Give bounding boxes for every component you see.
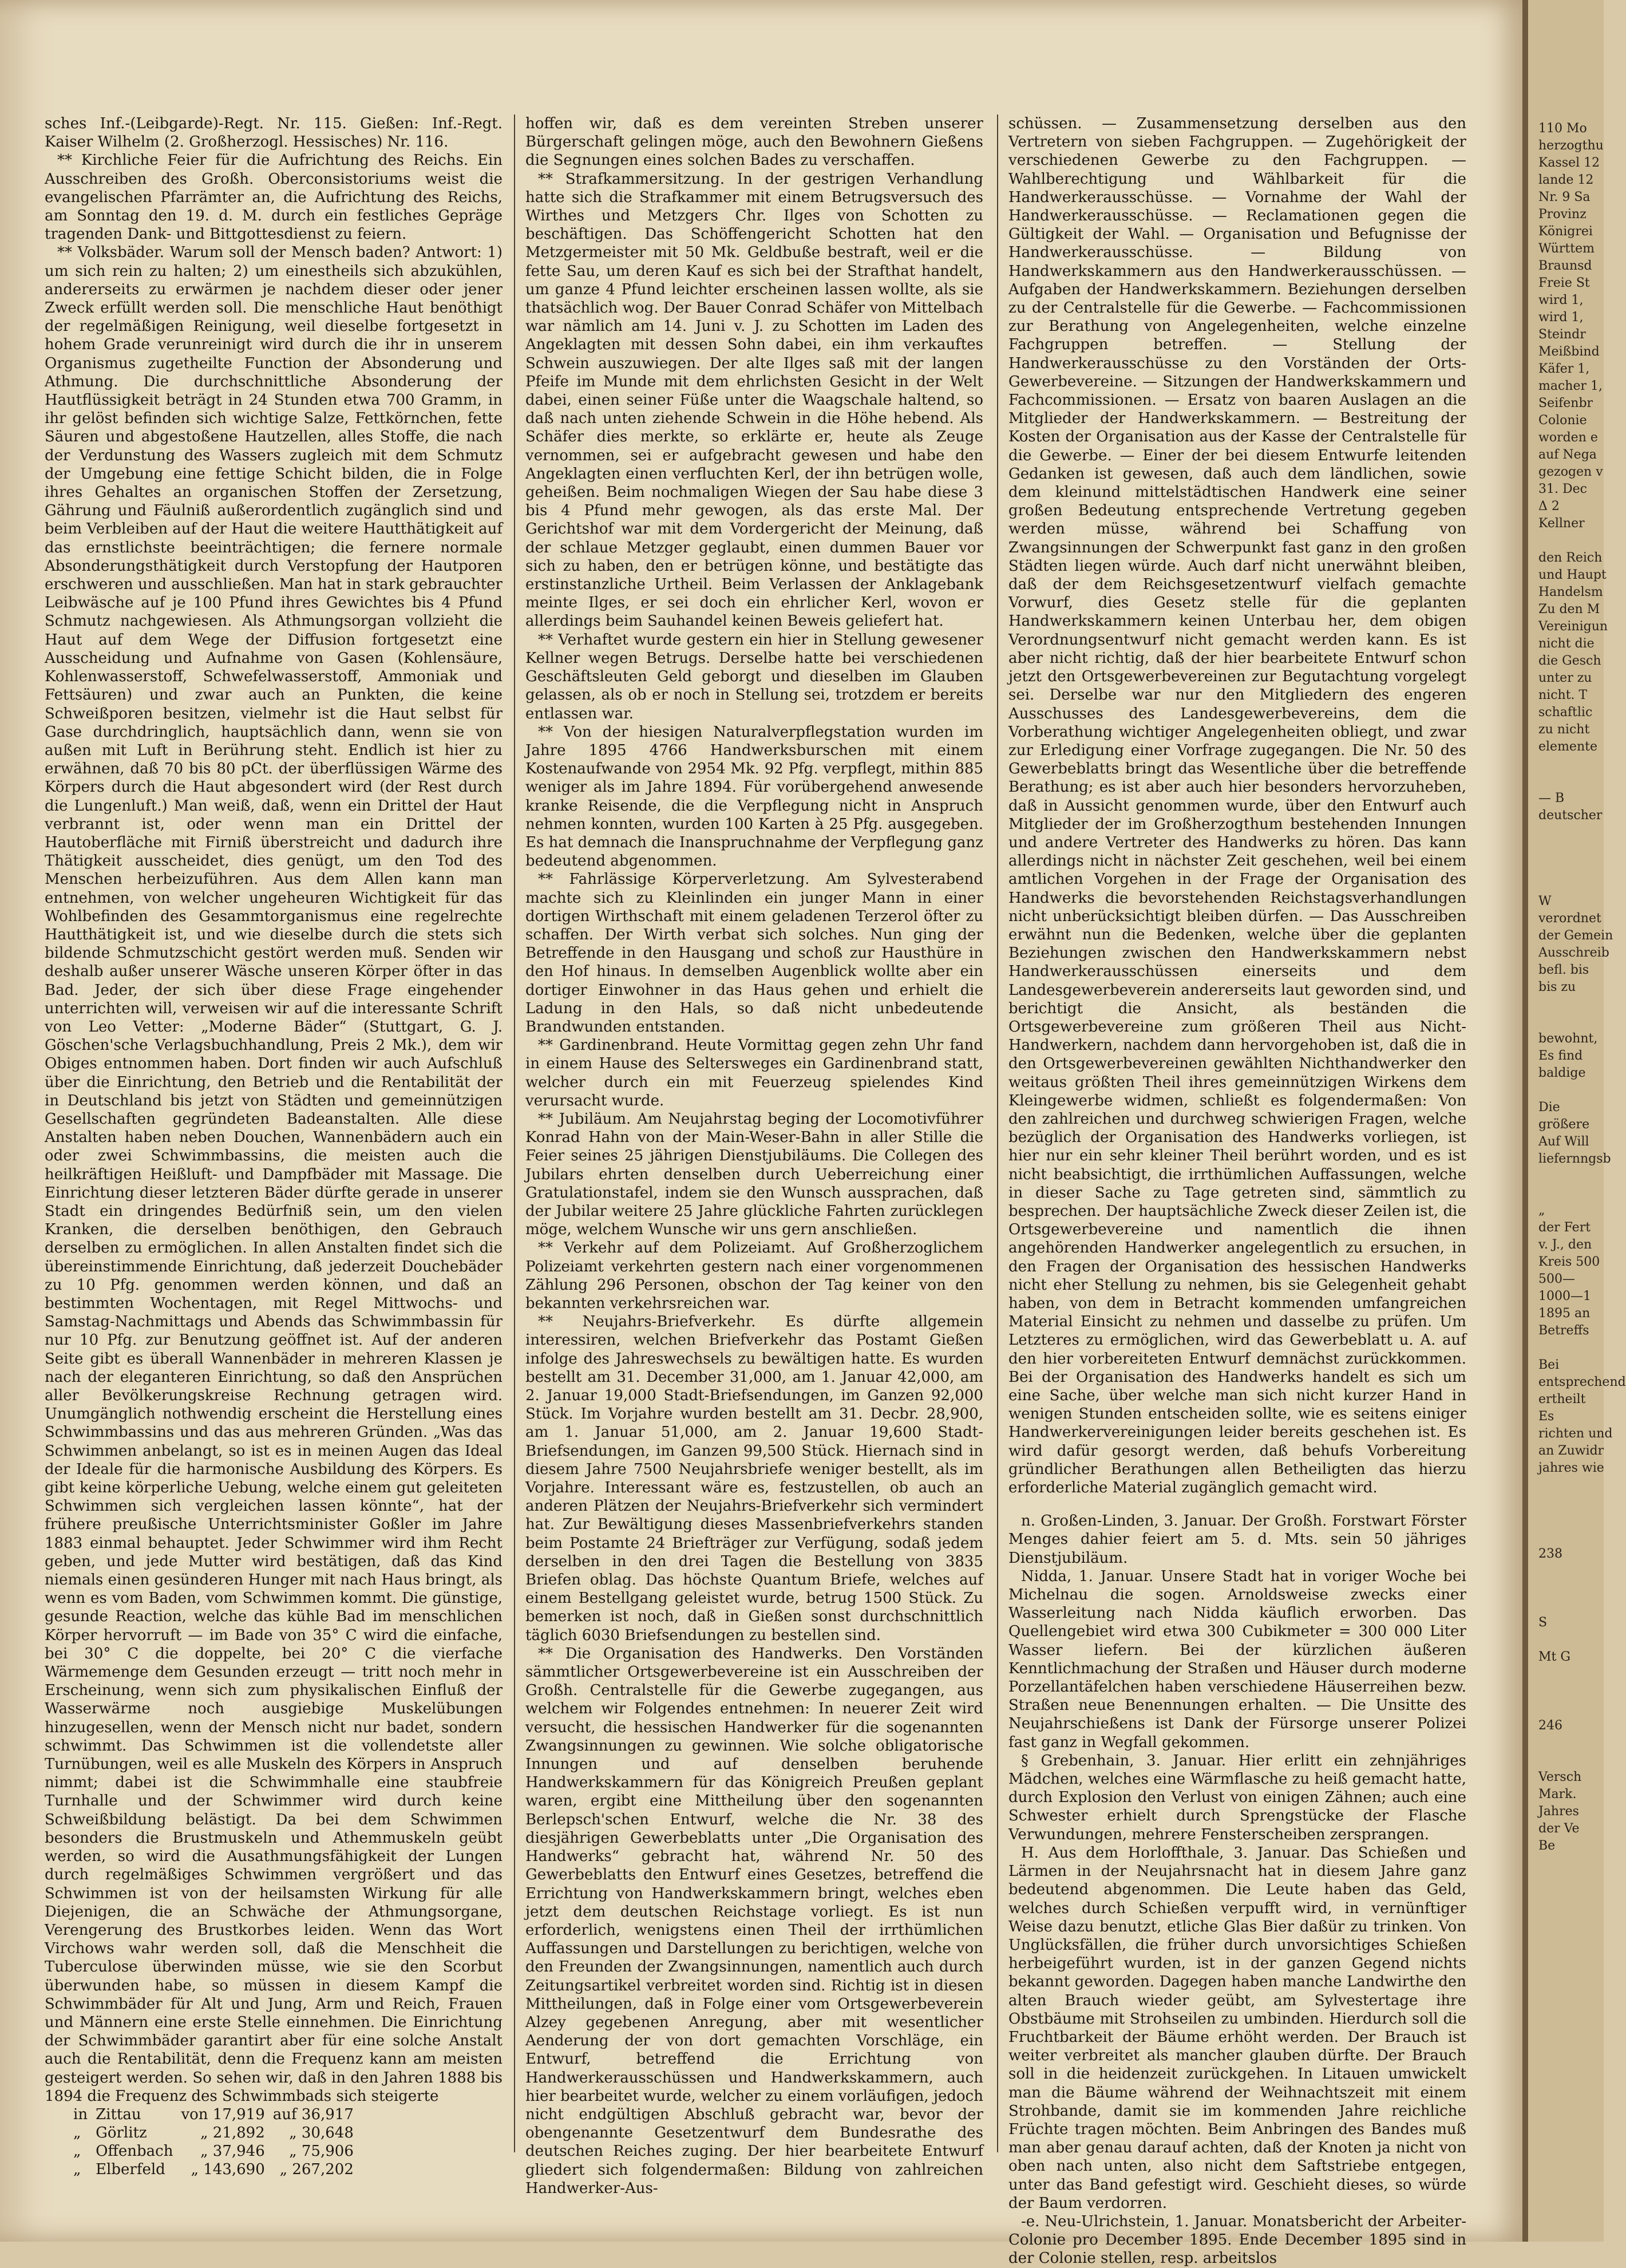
edge-text-line: Colonie: [1538, 413, 1587, 428]
edge-text-line: Vereinigun: [1538, 619, 1608, 634]
article-criminal-chamber: ** Strafkammersitzung. In der gestrigen Verhandlung hatte sich die Strafkammer mit einem Betrugsversuch des Wirthes und Metzgers Chr. Ilges von Schotten zu beschäftigen. Das Schöffengericht Schotten hat den Metzgermeister mit 50 Mk. Geldbuße bestraft, weil er die fette Sau, um deren Kauf es sich bei der Strafthat handelt, um ganze 4 Pfund leichter erscheinen lassen wollte, als sie thatsächlich wog. Der Bauer Conrad Schäfer von Mittelbach war nämlich am 14. Juni v. J. zu Schotten im Laden des Angeklagten mit dessen Sohn dabei, ein ihm verkauftes Schwein auszuwiegen. Der alte Ilges saß mit der langen Pfeife im Munde mit dem ehrlichsten Gesicht in der Welt dabei, einen seiner Füße unter die Waagschale haltend, so daß nach unten ziehende Schwein in die Höhe hebend. Als Schäfer dies merkte, so erklärte er, heute als Zeuge vernommen, sei er aufgebracht gewesen und habe den Angeklagten einen verfluchten Kerl, der ihn betrügen wolle, geheißen. Beim nochmaligen Wiegen der Sau habe diese 3 bis 4 Pfund mehr gewogen, als das erste Mal. Der Gerichtshof war mit dem Vordergericht der Meinung, daß der schlaue Metzger geglaubt, einen dummen Bauer vor sich zu haben, den er betrügen könne, und bestätigte das erstinstanzliche Urtheil. Beim Verlassen der Anklagebank meinte Ilges, er sei doch ein ehrlicher Kerl, wovon er allerdings beim Sauhandel keinen Beweis geliefert hat.: [525, 170, 983, 630]
edge-text-line: zu nicht: [1538, 722, 1590, 737]
edge-text-line: [1528, 1563, 1604, 1580]
column-divider: [997, 114, 998, 2152]
regiment-listing: sches Inf.-(Leibgarde)-Regt. Nr. 115. Gießen: Inf.-Regt. Kaiser Wilhelm (2. Großherzogl. Hessisches) Nr. 116.: [45, 115, 503, 151]
edge-text-line: v. J., den: [1538, 1238, 1592, 1252]
edge-text-line: Auf Will: [1538, 1135, 1589, 1149]
edge-text-line: [1528, 756, 1604, 773]
article-church-celebration: ** Kirchliche Feier für die Aufrichtung des Reichs. Ein Ausschreiben des Großh. Oberconsistoriums weist die evangelischen Pfarrämter an, die Aufrichtung des Reichs, am Sonntag den 19. d. M. durch ein festliches Gepräge tragenden Dank- und Bittgottesdienst zu feiern.: [45, 152, 503, 243]
edge-text-line: macher 1,: [1538, 379, 1603, 393]
edge-text-line: [1528, 1700, 1604, 1717]
edge-text-line: verordnet: [1538, 911, 1601, 926]
edge-text-line: gezogen v: [1538, 465, 1603, 479]
edge-text-line: befl. bis: [1538, 963, 1589, 977]
edge-text-line: Kreis 500: [1538, 1255, 1600, 1269]
edge-text-line: [1528, 1631, 1604, 1649]
edge-text-line: der Gemein: [1538, 928, 1613, 943]
edge-text-line: Es: [1538, 1409, 1554, 1424]
edge-text-line: Käfer 1,: [1538, 362, 1590, 376]
edge-text-line: Nr. 9 Sa: [1538, 190, 1591, 204]
edge-text-line: W: [1538, 894, 1552, 908]
edge-text-line: Be: [1538, 1839, 1556, 1853]
article-public-baths: ** Volksbäder. Warum soll der Mensch baden? Antwort: 1) um sich rein zu halten; 2) um einestheils sich abzukühlen, andererseits zu erwärmen je nachdem dieser oder jener Zweck erfüllt werden soll. Die menschliche Haut benöthigt der regelmäßigen Reinigung, weil dieselbe fortgesetzt in hohem Grade verunreinigt wird durch die ihr in unserem Organismus zugetheilte Function der Absonderung und Athmung. Die durchschnittliche Absonderung der Hautflüssigkeit beträgt in 24 Stunden etwa 700 Gramm, in ihr gelöst befinden sich wichtige Salze, Fettkörnchen, fette Säuren und abgestoßene Hautzellen, alles Stoffe, die nach der Verdunstung des Wassers zugleich mit dem Schmutz der Umgebung eine fettige Schicht bilden, die in Folge ihres Gehaltes an organischen Stoffen der Zersetzung, Gährung und Fäulniß außerordentlich zugänglich sind und beim Verbleiben auf der Haut die weitere Hautthätigkeit auf das ernstlichste beeinträchtigen; die fernere normale Absonderungsthätigkeit durch Verstopfung der Hautporen erschweren und ausschließen. Man hat in stark gebrauchter Leibwäsche auf je 100 Pfund ihres Gewichtes bis 4 Pfund Schmutz nachgewiesen. Als Athmungsorgan vollzieht die Haut auf dem Wege der Diffusion fortgesetzt eine Ausscheidung und Aufnahme von Gasen (Kohlensäure, Kohlenwasserstoff, Schwefelwasserstoff, Ammoniak und Fettsäuren) und zwar auch an Punkten, die keine Schweißporen besitzen, vielmehr ist die Haut selbst für Gase durchdringlich, hauptsächlich dann, wenn sie von außen mit Luft in Berührung steht. Endlich ist hier zu erwähnen, daß 70 bis 80 pCt. der überflüssigen Wärme des Körpers durch die Haut abgesondert wird (der Rest durch die Lungenluft.) Man weiß, daß, wenn ein Drittel der Haut verbrannt ist, oder wenn man ein Drittel der Hautoberfläche mit Firniß überstreicht und dadurch ihre Thätigkeit ausscheidet, dies genügt, um den Tod des Menschen herbeizuführen. Aus dem Allen kann man entnehmen, von welcher ungeheuren Wichtigkeit für das Wohlbefinden des Gesammtorganismus eine regelrechte Hautthätigkeit ist, und wie dieselbe durch die stets sich bildende Schmutzschicht gestört werden muß. Senden wir deshalb außer unserer Wäsche unseren Körper öfter in das Bad. Jeder, der sich über diese Frage eingehender unterrichten will, verweisen wir auf die interessante Schrift von Leo Vetter: „Moderne Bäder“ (Stuttgart, G. J. Göschen'sche Verlagsbuchhandlung, Preis 2 Mk.), dem wir Obiges entnommen haben. Dort finden wir auch Aufschluß über die Einrichtung, den Betrieb und die Rentabilität der in Deutschland bis jetzt von Städten und gemeinnützigen Gesellschaften gegründeten Badeanstalten. Alle diese Anstalten haben neben Douchen, Wannenbädern auch ein oder zwei Schwimmbassins, die meisten auch die heilkräftigen Heißluft- und Dampfbäder mit Massage. Die Einrichtung dieser letzteren Bäder dürfte gerade in unserer Stadt ein dringendes Bedürfniß sein, um den vielen Kranken, die derselben benöthigen, den Gebrauch derselben zu ermöglichen. In allen Anstalten findet sich die übereinstimmende Einrichtung, daß jederzeit Douchebäder zu 10 Pfg. genommen werden können, und daß an bestimmten Wochentagen, mit Regel Mittwochs- und Samstag-Nachmittags und Abends das Schwimmbassin für nur 10 Pfg. zur Benutzung geöffnet ist. Auf der anderen Seite gibt es überall Wannenbäder in mehreren Klassen je nach der eleganteren Einrichtung, so daß den Ansprüchen aller Bevölkerungskreise Rechnung getragen wird. Unumgänglich nothwendig erscheint die Herstellung eines Schwimmbassins und das aus mehreren Gründen. „Was das Schwimmen anbelangt, so ist es in meinen Augen das Ideal der Ideale für die harmonische Ausbildung des Körpers. Es gibt keine körperliche Uebung, welche einem gut geleiteten Schwimmen sich vergleichen lassen könnte“, hat der frühere preußische Unterrichtsminister Goßler im Jahre 1883 einmal behauptet. Jeder Schwimmer wird ihm Recht geben, und jede Mutter wird bestätigen, daß das Kind niemals einen gesünderen Hunger mit nach Haus bringt, als wenn es vom Baden, vom Schwimmen kommt. Die günstige, gesunde Reaction, welche das kühle Bad im menschlichen Körper hervorruft — im Bade von 35° C wird die einfache, bei 30° C die doppelte, bei 20° C die vierfache Wärmemenge dem Gesunden erzeugt — tritt noch mehr in Erscheinung, wenn sich zum physikalischen Einfluß der Wasserwärme noch ausgiebige Muskelübungen hinzugesellen, wenn der Mensch nicht nur badet, sondern schwimmt. Das Schwimmen ist die vollendetste aller Turnübungen, weil es alle Muskeln des Körpers in Anspruch nimmt; dabei ist die Schwimmhalle eine staubfreie Turnhalle und der Schwimmer wird durch keine Schweißbildung belästigt. Da bei dem Schwimmen besonders die Brustmuskeln und Athemmuskeln geübt werden, so wird die Ausathmungsfähigkeit der Lungen durch regelmäßiges Schwimmen vergrößert und das Schwimmen ist von der heilsamsten Wirkung für alle Diejenigen, die an Schwäche der Athmungsorgane, Verengerung des Brustkorbes leiden. Wenn das Wort Virchows wahr werden soll, daß die Menschheit die Tuberculose überwinden müsse, wie sie den Scorbut überwunden habe, so müssen in diesem Kampf die Schwimmbäder für Alt und Jung, Arm und Reich, Frauen und Männern eine erste Stelle einnehmen. Die Einrichtung der Schwimmbäder garantirt aber für eine solche Anstalt auch die Rentabilität, denn die Frequenz kann am meisten gesteigert werden. So sehen wir, daß in den Jahren 1888 bis 1894 die Frequenz des Schwimmbads sich steigerte: [45, 244, 503, 2105]
column-2: [525, 114, 983, 2197]
edge-text-line: Kassel 12: [1538, 156, 1600, 170]
edge-text-line: nicht. T: [1538, 688, 1588, 702]
edge-text-line: Württem: [1538, 242, 1595, 256]
edge-text-line: bewohnt,: [1538, 1032, 1598, 1046]
edge-text-line: [1528, 824, 1604, 841]
edge-text-line: Es find: [1538, 1049, 1583, 1063]
edge-text-line: [1528, 859, 1604, 876]
edge-text-line: [1528, 1511, 1604, 1528]
edge-text-line: der Ve: [1538, 1821, 1580, 1836]
column-divider: [514, 114, 515, 2152]
edge-text-line: auf Nega: [1538, 448, 1597, 462]
edge-text-line: richten und: [1538, 1427, 1613, 1441]
article-negligent-injury: ** Fahrlässige Körperverletzung. Am Sylvesterabend machte sich zu Kleinlinden ein junger Mann in einer dortigen Wirthschaft mit einem geladenen Terzerol öfter zu schaffen. Der Wirth verbat sich solches. Nun ging der Betreffende in den Hausgang und schoß zur Hausthüre in den Hof hinaus. In demselben Augenblick wollte aber ein dortiger Einwohner in das Haus gehen und erhielt die Ladung in den Hals, so daß nicht unbedeutende Brandwunden entstanden.: [525, 871, 983, 1036]
edge-text-line: Betreffs: [1538, 1323, 1589, 1338]
edge-text-line: [1528, 1528, 1604, 1546]
edge-text-line: Die: [1538, 1100, 1560, 1115]
edge-text-line: Mark.: [1538, 1787, 1577, 1801]
edge-text-line: Freie St: [1538, 276, 1590, 290]
edge-text-line: [1528, 996, 1604, 1013]
edge-text-line: ertheilt: [1538, 1392, 1586, 1406]
table-row: in Zittau von 17,919 auf 36,917: [73, 2105, 354, 2123]
edge-text-line: größere: [1538, 1117, 1590, 1132]
edge-text-line: unter zu: [1538, 671, 1592, 685]
edge-text-line: und Haupt: [1538, 568, 1607, 582]
edge-text-line: Meißbind: [1538, 345, 1600, 359]
edge-text-line: bis zu: [1538, 980, 1576, 994]
edge-text-line: Braunsd: [1538, 259, 1592, 273]
edge-text-line: Mt G: [1538, 1650, 1570, 1664]
edge-text-line: schaftlic: [1538, 705, 1593, 720]
table-row: „ Offenbach „ 37,946 „ 75,906: [73, 2142, 354, 2160]
edge-text-line: 110 Mo: [1538, 121, 1587, 136]
edge-text-line: Kellner: [1538, 516, 1585, 531]
news-neu-ulrichstein: -e. Neu-Ulrichstein, 1. Januar. Monatsbericht der Arbeiter-Colonie pro December 1895. Ende December 1895 sind in der Colonie stellen, resp. arbeitslos: [1008, 2212, 1466, 2267]
edge-text-line: — B: [1538, 791, 1565, 805]
edge-text-line: 1895 an: [1538, 1306, 1591, 1321]
article-police-office: ** Verkehr auf dem Polizeiamt. Auf Großherzoglichem Polizeiamt verkehrten gestern nach einer vorgenommenen Zählung 296 Personen, obschon der Tag keiner von den bekannten verkehrsreichen war.: [525, 1239, 983, 1312]
edge-text-line: [1528, 1752, 1604, 1769]
edge-text-line: 31. Dec: [1538, 482, 1587, 496]
adjacent-page-edge: [1522, 0, 1626, 2242]
edge-text-line: [1528, 532, 1604, 550]
edge-text-line: jahres wie: [1538, 1461, 1604, 1475]
edge-text-line: S: [1538, 1615, 1548, 1630]
edge-text-line: deutscher: [1538, 808, 1603, 823]
edge-text-line: Jahres: [1538, 1804, 1579, 1819]
edge-text-line: elemente: [1538, 740, 1597, 754]
edge-text-line: [1528, 1734, 1604, 1752]
news-horloffthal: H. Aus dem Horloffthale, 3. Januar. Das Schießen und Lärmen in der Neujahrsnacht hat in diesem Jahre ganz bedeutend abgenommen. Die Leute haben das Geld, welches durch Schießen verpufft wird, in vernünftiger Weise dazu benutzt, etliche Glas Bier daßür zu trinken. Von Unglücksfällen, die früher durch unvorsichtiges Schießen herbeigeführt wurden, ist in der ganzen Gegend nichts bekannt geworden. Dagegen haben manche Landwirthe den alten Brauch wieder geübt, am Sylvestertage ihre Obstbäume mit Strohseilen zu umbinden. Hierdurch soll die Fruchtbarkeit der Bäume erhöht werden. Der Brauch ist weiter verbreitet als mancher glauben dürfte. Der Brauch soll in die heidenzeit zurückgehen. In Litauen umwickelt man die Bäume während der Weihnachtszeit mit einem Strohbande, damit sie im kommenden Jahre reichliche Früchte tragen möchten. Beim Anbringen des Bandes muß man aber genau darauf achten, daß der Knoten ja nicht von oben nach unten, also nicht dem Saftstriebe entgegen, unter das Band gefestigt wird. Geschieht dieses, so würde der Baum verdorren.: [1008, 1844, 1466, 2212]
edge-text-line: wird 1,: [1538, 310, 1584, 325]
edge-text-line: [1528, 1683, 1604, 1700]
edge-text-line: 500—: [1538, 1272, 1575, 1286]
news-grossen-linden: n. Großen-Linden, 3. Januar. Der Großh. Forstwart Förster Menges dahier feiert am 5. d. Mts. sein 50 jähriges Dienstjubiläum.: [1008, 1512, 1466, 1567]
article-curtain-fire: ** Gardinenbrand. Heute Vormittag gegen zehn Uhr fand in einem Hause des Seltersweges ein Gardinenbrand statt, welcher durch ein mit Feuerzeug spielendes Kind verursacht wurde.: [525, 1037, 983, 1109]
edge-text-line: Königrei: [1538, 224, 1593, 239]
edge-text-line: Seifenbr: [1538, 396, 1593, 410]
adjacent-page-text: [1528, 0, 1626, 1855]
edge-text-line: 246: [1538, 1718, 1562, 1733]
edge-text-line: der Fert: [1538, 1220, 1591, 1235]
article-new-year-mail: ** Neujahrs-Briefverkehr. Es dürfte allgemein interessiren, welchen Briefverkehr das Postamt Gießen infolge des Jahreswechsels zu bewältigen hatte. Es wurden bestellt am 31. December 31,000, am 1. Januar 42,000, am 2. Januar 19,000 Stadt-Briefsendungen, im Ganzen 92,000 Stück. Im Vorjahre wurden bestellt am 31. Decbr. 28,900, am 1. Januar 51,000, am 2. Januar 19,600 Stadt-Briefsendungen, im Ganzen 99,500 Stück. Hiernach sind in diesem Jahre 7500 Neujahrsbriefe weniger bestellt, als im Vorjahre. Interessant wäre es, festzustellen, ob auch an anderen Plätzen der Neujahrs-Briefverkehr sich vermindert hat. Zur Bewältigung dieses Massenbriefverkehrs standen beim Postamte 24 Briefträger zur Verfügung, sodaß jedem derselben in den drei Tagen die Bestellung von 3835 Briefen oblag. Das höchste Quantum Briefe, welches auf einem Bestellgang geleistet wurde, betrug 1500 Stück. Zu bemerken ist noch, daß in Gießen sonst durchschnittlich täglich 6030 Briefsendungen zu bestellen sind.: [525, 1313, 983, 1644]
table-row: „ Elberfeld „ 143,690 „ 267,202: [73, 2160, 354, 2178]
edge-text-line: [1528, 876, 1604, 893]
article-craft-organisation-continued: schüssen. — Zusammensetzung derselben aus den Vertretern von sieben Fachgruppen. — Zugehörigkeit der verschiedenen Gewerbe zu den Fachgruppen. — Wahlberechtigung und Wählbarkeit für die Handwerkerausschüsse. — Vornahme der Wahl der Handwerkerausschüsse. — Reclamationen gegen die Gültigkeit der Wahl. — Organisation und Befugnisse der Handwerkerausschüsse. — Bildung von Handwerkskammern aus den Handwerkerausschüssen. — Aufgaben der Handwerkskammern. Beziehungen derselben zu der Centralstelle für die Gewerbe. — Fachcommissionen zur Berathung von Angelegenheiten, welche einzelne Fachgruppen betreffen. — Stellung der Handwerkerausschüsse zu den Vorständen der Orts-Gewerbevereine. — Sitzungen der Handwerkskammern und Fachcommissionen. — Ersatz von baaren Auslagen an die Mitglieder der Handwerkskammern. — Bestreitung der Kosten der Organisation aus der Kasse der Centralstelle für die Gewerbe. — Einer der bei diesem Entwurfe leitenden Gedanken ist gewesen, daß auch dem ländlichen, sowie dem kleinund mittelstädtischen Handwerk eine seiner großen Bedeutung entsprechende Vertretung gegeben werden müsse, während bei Schaffung von Zwangsinnungen der Schwerpunkt fast ganz in den großen Städten liegen würde. Auch darf nicht unerwähnt bleiben, daß der dem Reichsgesetzentwurf vielfach gemachte Vorwurf, dies Gesetz stelle für die geplanten Handwerkskammern keinen Unterbau her, dem obigen Verordnungsentwurf nicht gemacht werden kann. Es ist aber nicht richtig, daß der hier bearbeitete Entwurf schon jetzt den Ortsgewerbevereinen zur Begutachtung vorgelegt sei. Derselbe war nur den Mitgliedern des engeren Ausschusses des Landesgewerbevereins, dem die Vorberathung wichtiger Angelegenheiten obliegt, und zwar zur Erledigung einer Vorfrage zugegangen. Die Nr. 50 des Gewerbeblatts bringt das Wesentliche über die betreffende Berathung; es ist aber auch hier besonders hervorzuheben, daß in Aussicht genommen wurde, über den Entwurf auch Mitglieder der im Großherzogthum bestehenden Innungen und andere Vertreter des Handwerks zu hören. Das kann allerdings nicht in nächster Zeit geschehen, weil bei einem amtlichen Vorgehen in der Frage der Organisation des Handwerks die bevorstehenden Reichstagsverhandlungen nicht unberücksichtigt bleiben dürfen. — Das Ausschreiben erwähnt nun die Bedenken, welche über die geplanten Beziehungen zwischen den Handwerkskammern nebst Handwerkerausschüssen einerseits und dem Landesgewerbeverein andererseits laut geworden sind, und berichtigt die Ansicht, als beständen die Ortsgewerbevereine zum größeren Theil aus Nicht-Handwerkern, nachdem dann hervorgehoben ist, daß die in den Ortsgewerbevereinen gewählten Nichthandwerker den weitaus größten Theil ihres gemeinnützigen Wirkens dem Kleingewerbe widmen, schließt es folgendermaßen: Von den zahlreichen und durchweg schwierigen Fragen, welche bezüglich der Organisation des Handwerks vorliegen, ist hier nur ein sehr kleiner Theil berührt worden, und es ist nicht beabsichtigt, die irrthümlichen Auffassungen, welche in dieser Sache zu Tage getreten sind, sämmtlich zu besprechen. Der hauptsächliche Zweck dieser Zeilen ist, die Ortsgewerbevereine und namentlich die ihnen angehörenden Handwerker angelegentlich zu ersuchen, in den Fragen der Organisation des hessischen Handwerks nicht eher Stellung zu nehmen, bis sie Gelegenheit gehabt haben, von dem in Betracht kommenden umfangreichen Material Einsicht zu nehmen und dasselbe zu prüfen. Um Letzteres zu ermöglichen, wird das Gewerbeblatt u. A. auf den hier vorbereiteten Entwurf demnächst zurückkommen. Bei der Organisation des Handwerks handelt es sich um eine Sache, über welche man sich nicht kurzer Hand in wenigen Stunden entscheiden sollte, wie es seitens einiger Handwerkervereinigungen leider bereits geschehen ist. Es wird dafür gesorgt werden, daß behufs Vorbereitung gründlicher Berathungen allen Betheiligten das hierzu erforderliche Material zugänglich gemacht wird.: [1008, 115, 1466, 1497]
edge-text-line: [1528, 1168, 1604, 1185]
edge-text-line: entsprechend: [1538, 1375, 1626, 1389]
edge-text-line: 1000—1: [1538, 1289, 1591, 1303]
edge-text-line: Bei: [1538, 1358, 1560, 1372]
edge-text-line: lande 12: [1538, 173, 1594, 187]
edge-text-line: Δ 2: [1538, 499, 1560, 513]
edge-text-line: [1528, 1597, 1604, 1614]
edge-text-line: baldige: [1538, 1066, 1586, 1080]
table-row: „ Görlitz „ 21,892 „ 30,648: [73, 2124, 354, 2141]
swimming-frequency-table: [73, 2105, 362, 2179]
article-baths-continued: hoffen wir, daß es dem vereinten Streben unserer Bürgerschaft gelingen möge, auch den Bewohnern Gießens die Segnungen eines solchen Bades zu verschaffen.: [525, 115, 983, 169]
edge-text-line: Ausschreib: [1538, 946, 1609, 960]
column-1: [45, 114, 503, 2178]
edge-text-line: [1528, 1013, 1604, 1030]
edge-text-line: nicht die: [1538, 637, 1595, 651]
edge-text-line: [1528, 773, 1604, 790]
edge-text-line: [1528, 1477, 1604, 1494]
edge-text-line: Provinz: [1538, 207, 1587, 222]
edge-text-line: [1528, 841, 1604, 859]
edge-text-line: worden e: [1538, 430, 1598, 445]
edge-text-line: wird 1,: [1538, 293, 1584, 307]
edge-text-line: [1528, 1185, 1604, 1202]
column-3: [1008, 114, 1466, 2267]
edge-text-line: die Gesch: [1538, 654, 1601, 668]
edge-text-line: 238: [1538, 1547, 1562, 1561]
edge-text-line: [1528, 1340, 1604, 1357]
edge-text-line: Versch: [1538, 1770, 1582, 1784]
article-craft-organisation: ** Die Organisation des Handwerks. Den Vorständen sämmtlicher Ortsgewerbevereine ist ein Ausschreiben der Großh. Centralstelle für die Gewerbe zugegangen, aus welchem wir Folgendes entnehmen: In neuerer Zeit wird versucht, die hessischen Handwerker für die sogenannten Zwangsinnungen zu gewinnen. Wie solche obligatorische Innungen und auf denselben beruhende Handwerkskammern für das Königreich Preußen geplant waren, ergibt eine Mittheilung über den sogenannten Berlepsch'schen Entwurf, welche die Nr. 38 des diesjährigen Gewerbeblatts unter „Die Organisation des Handwerks“ gebracht hat, während Nr. 50 des Gewerbeblatts den Entwurf eines Gesetzes, betreffend die Errichtung von Handwerkskammern bringt, welches eben jetzt dem deutschen Reichstage vorliegt. Es ist nun erforderlich, wenigstens einen Theil der irrthümlichen Auffassungen und Darstellungen zu berichtigen, welche von den Freunden der Zwangsinnungen, namentlich auch durch Zeitungsartikel verbreitet worden sind. Richtig ist in diesen Mittheilungen, daß in Folge einer vom Ortsgewerbeverein Alzey gegebenen Anregung, aber mit wesentlicher Aenderung der von dort gemachten Vorschläge, ein Entwurf, betreffend die Errichtung von Handwerkerausschüssen und Handwerkskammern, auch hier bearbeitet wurde, welcher zu einem vorläufigen, jedoch nicht endgültigen Abschluß gebracht war, bevor der obengenannte Gesetzentwurf dem Bundesrathe des deutschen Reiches zuging. Der hier bearbeitete Entwurf gliedert sich folgendermaßen: Bildung von zahlreichen Handwerker-Aus-: [525, 1645, 983, 2197]
article-jubilee: ** Jubiläum. Am Neujahrstag beging der Locomotivführer Konrad Hahn von der Main-Weser-Bahn in aller Stille die Feier seines 25 jährigen Dienstjubiläums. Die Collegen des Jubilars ehrten denselben durch Ueberreichung einer Gratulationstafel, indem sie den Wunsch aussprachen, daß der Jubilar weitere 25 Jahre glückliche Fahrten zurücklegen möge, welchem Wunsche wir uns gern anschließen.: [525, 1110, 983, 1239]
edge-text-line: herzogthu: [1538, 139, 1604, 153]
news-nidda: Nidda, 1. Januar. Unsere Stadt hat in voriger Woche bei Michelnau die sogen. Arnoldsweise zwecks einer Wasserleitung nach Nidda käuflich erworben. Das Quellengebiet wird etwa 300 Cubikmeter = 300 000 Liter Wasser liefern. Bei der kürzlichen äußeren Kenntlichmachung der Straßen und Häuser durch moderne Porzellantäfelchen haben verschiedene Häuserreihen bezw. Straßen neue Benennungen erhalten. — Die Unsitte des Neujahrschießens ist Dank der Fürsorge unserer Polizei fast ganz in Wegfall gekommen.: [1008, 1567, 1466, 1751]
news-grebenhain: § Grebenhain, 3. Januar. Hier erlitt ein zehnjähriges Mädchen, welches eine Wärmflasche zu heiß gemacht hatte, durch Explosion den Verlust von einigen Zähnen; auch eine Schwester erhielt durch Sprengstücke der Flasche Verwundungen, mehrere Fensterscheiben zersprangen.: [1008, 1752, 1466, 1843]
edge-text-line: an Zuwidr: [1538, 1444, 1604, 1458]
edge-text-line: liefernngsb: [1538, 1152, 1611, 1166]
edge-text-line: Steindr: [1538, 327, 1586, 342]
edge-text-line: [1528, 1666, 1604, 1683]
article-arrest: ** Verhaftet wurde gestern ein hier in Stellung gewesener Kellner wegen Betrugs. Derselbe hatte bei verschiedenen Geschäftsleuten Geld geborgt und dieselben im Glauben gelassen, als ob er noch in Stellung sei, trotzdem er bereits entlassen war.: [525, 631, 983, 722]
edge-text-line: [1528, 1082, 1604, 1099]
edge-text-line: [1528, 1494, 1604, 1511]
article-relief-station: ** Von der hiesigen Naturalverpflegstation wurden im Jahre 1895 4766 Handwerksburschen mit einem Kostenaufwande von 2954 Mk. 92 Pfg. verpflegt, mithin 885 weniger als im Jahre 1894. Für vorübergehend anwesende kranke Reisende, die die Verpflegung nicht in Anspruch nehmen konnten, wurden 100 Karten à 25 Pfg. ausgegeben. Es hat demnach die Inanspruchnahme der Verpflegung ganz bedeutend abgenommen.: [525, 723, 983, 870]
edge-text-line: den Reich: [1538, 551, 1603, 565]
edge-text-line: Handelsm: [1538, 585, 1603, 599]
edge-text-line: „: [1538, 1203, 1545, 1218]
edge-text-line: Zu den M: [1538, 602, 1600, 617]
edge-text-line: [1528, 1580, 1604, 1597]
